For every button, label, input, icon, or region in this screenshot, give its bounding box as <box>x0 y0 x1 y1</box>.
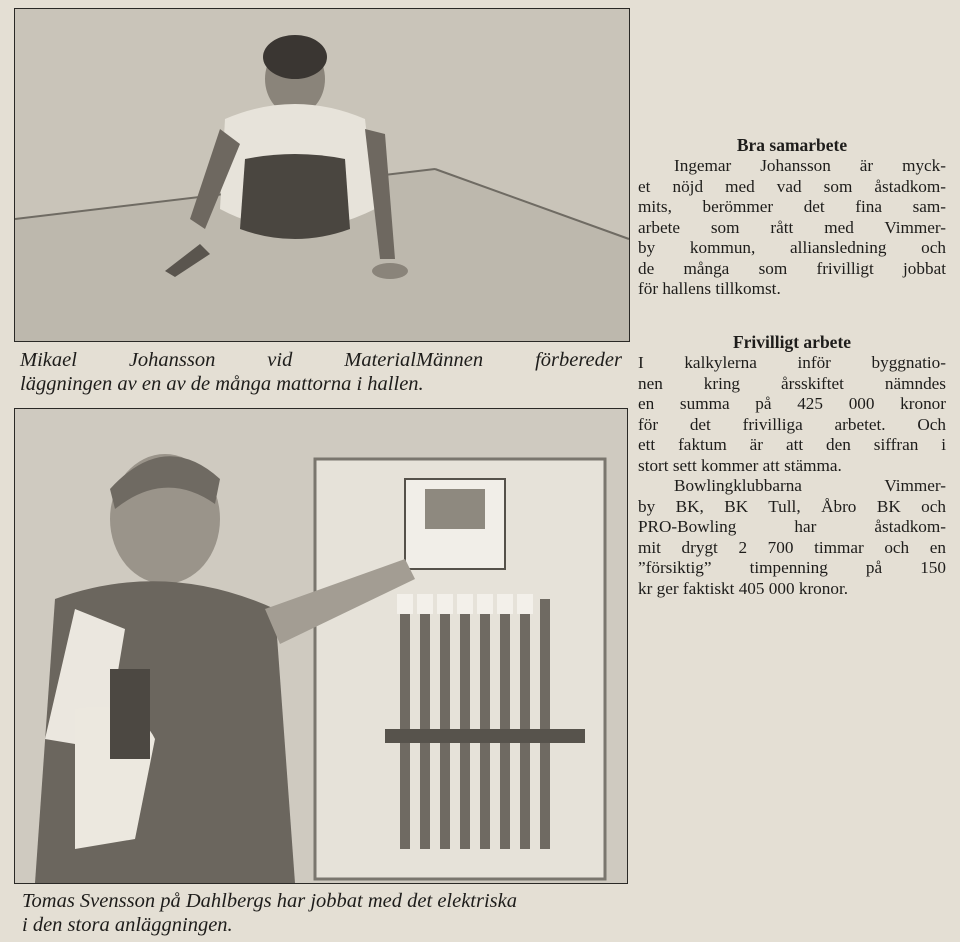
text-line: ett faktum är att den siffran i <box>638 435 946 454</box>
text-line: I kalkylerna inför byggnatio- <box>638 353 946 372</box>
photo-floor-worker-image <box>15 9 629 341</box>
text-line: PRO-Bowling har åstadkom- <box>638 517 946 536</box>
text-line: Ingemar Johansson är myck- <box>674 156 946 175</box>
section-heading: Frivilligt arbete <box>732 332 852 352</box>
text-line: mit drygt 2 700 timmar och en <box>638 537 946 557</box>
top-photo-caption <box>20 348 622 396</box>
caption-line: i den stora anläggningen. <box>22 914 233 936</box>
text-line: et nöjd med vad som åstadkom- <box>638 176 946 196</box>
text-line: för det frivilliga arbetet. Och <box>638 414 946 434</box>
caption-line: Mikael Johansson vid MaterialMännen förbereder <box>20 349 622 371</box>
caption-line: läggningen av en av de många mattorna i hallen. <box>20 373 424 395</box>
text-line: ”försiktig” timpenning på 150 <box>638 558 946 577</box>
text-line: kr ger faktiskt 405 000 kronor. <box>638 578 849 598</box>
photo-electrician <box>14 408 628 884</box>
section-heading: Bra samarbete <box>736 135 848 155</box>
caption-line: Tomas Svensson på Dahlbergs har jobbat med det elektriska <box>22 890 518 912</box>
text-line: nen kring årsskiftet nämndes <box>638 373 946 393</box>
text-line: de många som frivilligt jobbat <box>638 258 946 278</box>
text-line: stort sett kommer att stämma. <box>638 455 842 475</box>
photo-electrician-image <box>15 409 627 883</box>
photo-floor-worker <box>14 8 630 342</box>
article-section-frivilligt-arbete <box>638 331 946 599</box>
text-line: Bowlingklubbarna Vimmer- <box>674 476 946 495</box>
text-line: by kommun, alliansledning och <box>638 238 946 257</box>
article-section-bra-samarbete <box>638 134 946 300</box>
text-line: mits, berömmer det fina sam- <box>638 197 946 216</box>
text-line: för hallens tillkomst. <box>638 279 781 298</box>
text-line: en summa på 425 000 kronor <box>638 394 946 413</box>
text-line: by BK, BK Tull, Åbro BK och <box>638 496 946 516</box>
bottom-photo-caption <box>22 889 622 937</box>
text-line: arbete som rått med Vimmer- <box>638 217 946 237</box>
